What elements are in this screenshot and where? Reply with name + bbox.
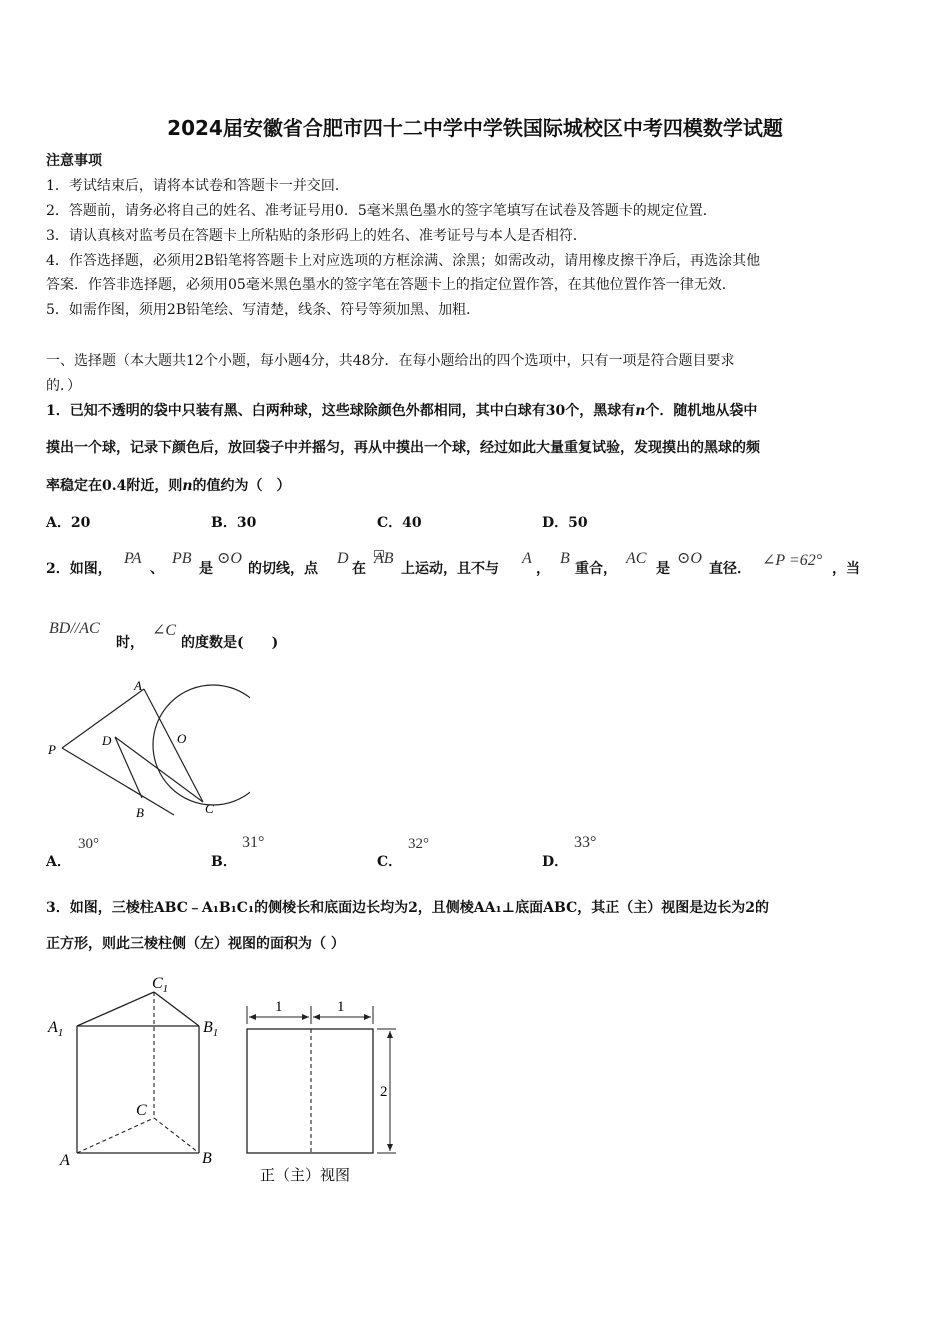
front-view-figure <box>240 992 410 1192</box>
q2-option-b-value: 31° <box>242 834 265 851</box>
q2-text: 的切线，点 <box>248 561 318 577</box>
q1-text: 率稳定在0.4附近，则 <box>46 478 183 494</box>
q2-angle-C: ∠C <box>152 622 177 639</box>
q2-D: D <box>337 550 349 567</box>
notice-item: 4．作答选择题，必须用2B铅笔将答题卡上对应选项的方框涂满、涂黑；如需改动，请用橡皮擦干净后，再选涂其他 <box>46 253 761 269</box>
label-A: A <box>134 678 142 693</box>
circle-tangent-figure <box>40 675 250 825</box>
label-C1: $C_1$ <box>152 975 169 995</box>
q2-text: 在 <box>352 561 366 577</box>
q2-B: B <box>560 550 570 567</box>
tangent-PB <box>62 748 174 815</box>
q2-text: ，当 <box>832 561 860 577</box>
q1-option-b: B．30 <box>211 515 257 531</box>
q2-option-b-letter: B． <box>211 854 237 870</box>
label-O: O <box>177 731 187 746</box>
section-heading: 一、选择题（本大题共12个小题，每小题4分，共48分．在每小题给出的四个选项中，只有一项是符合题目要求 <box>46 353 735 369</box>
chord-DC <box>115 737 203 802</box>
notice-item: 3．请认真核对监考员在答题卡上所粘贴的条形码上的姓名、准考证号与本人是否相符． <box>46 228 587 244</box>
q2-BD-parallel-AC: BD//AC <box>49 620 100 637</box>
notice-heading: 注意事项 <box>46 153 102 169</box>
q1-option-d: D．50 <box>542 515 588 531</box>
q1-var-n: n <box>635 403 646 419</box>
label-B1: $B_1$ <box>203 1019 219 1039</box>
page-title: 2024届安徽省合肥市四十二中学中学铁国际城校区中考四模数学试题 <box>167 116 783 140</box>
arrow-icon <box>249 1014 256 1020</box>
dim-height-label: 2 <box>380 1084 388 1100</box>
q2-arc-AB: AB <box>374 550 394 567</box>
edge-AC-hidden <box>77 1118 154 1153</box>
arrow-icon <box>313 1014 320 1020</box>
label-D: D <box>102 733 112 748</box>
dim-right-label: 1 <box>337 999 345 1015</box>
q2-text: 重合， <box>575 561 617 577</box>
q1-text: 1．已知不透明的袋中只装有黑、白两种球，这些球除颜色外都相同，其中白球有30个，黑球有 <box>46 403 636 419</box>
q2-PB: PB <box>172 550 192 567</box>
q2-text: 直径． <box>709 561 751 577</box>
label-C: C <box>136 1102 147 1119</box>
arrow-icon <box>364 1014 371 1020</box>
q2-PA: PA <box>124 550 142 567</box>
front-view-caption: 正（主）视图 <box>260 1168 351 1184</box>
arrow-icon <box>302 1014 309 1020</box>
dim-left-label: 1 <box>275 999 283 1015</box>
q2-text: ， <box>536 561 550 577</box>
edge-C1B1 <box>154 992 199 1026</box>
q2-option-c-value: 32° <box>408 836 429 852</box>
label-A1: $A_1$ <box>48 1019 64 1039</box>
label-C: C <box>205 801 214 816</box>
q2-text: 是 <box>199 561 213 577</box>
q1-option-c: C．40 <box>377 515 422 531</box>
q2-circle-O2: ⊙O <box>677 550 702 567</box>
front-square <box>247 1029 373 1153</box>
q2-option-d-value: 33° <box>574 834 597 851</box>
q2-circle-O: ⊙O <box>217 550 242 567</box>
q1-text: 个．随机地从袋中 <box>645 403 758 419</box>
prism-figure <box>44 970 234 1170</box>
q2-AC: AC <box>626 550 647 567</box>
q2-option-d-letter: D． <box>542 854 569 870</box>
q2-text: 的度数是( ) <box>181 635 279 651</box>
q2-angle-P: ∠P =62° <box>762 552 823 569</box>
q2-A: A <box>522 550 532 567</box>
q1-line3 <box>46 475 291 497</box>
notice-item: 答案．作答非选择题，必须用05毫米黑色墨水的签字笔在答题卡上的指定位置作答，在其他位置作答一律无效． <box>46 277 736 293</box>
label-A: A <box>60 1152 70 1169</box>
q3-line1: 3．如图，三棱柱ABC﹣A₁B₁C₁的侧棱长和底面边长均为2，且侧棱AA₁⊥底面ABC，其正（主）视图是边长为2的 <box>46 900 769 916</box>
label-B: B <box>202 1150 212 1167</box>
chord-DB <box>115 737 142 798</box>
edge-CB-hidden <box>154 1118 199 1153</box>
q1-line2: 摸出一个球，记录下颜色后，放回袋子中并摇匀，再从中摸出一个球，经过如此大量重复试验，发现摸出的黑球的频 <box>46 440 760 456</box>
arrow-icon <box>387 1031 393 1038</box>
q2-option-a-letter: A． <box>46 854 71 870</box>
notice-item: 2．答题前，请务必将自己的姓名、准考证号用0．5毫米黑色墨水的签字笔填写在试卷及答题卡的规定位置． <box>46 203 717 219</box>
q2-option-c-letter: C． <box>377 854 403 870</box>
q2-text: 时， <box>116 635 144 651</box>
q1-var-n: n <box>182 478 193 494</box>
q2-option-a-value: 30° <box>78 836 99 852</box>
q1-line1 <box>46 400 757 422</box>
q3-line2: 正方形，则此三棱柱侧（左）视图的面积为（ ） <box>46 936 345 952</box>
notice-item: 5．如需作图，须用2B铅笔绘、写清楚，线条、符号等须加黑、加粗． <box>46 302 481 318</box>
q2-num: 2．如图， <box>46 561 112 577</box>
label-P: P <box>48 742 56 757</box>
arrow-icon <box>387 1144 393 1151</box>
arc-symbol <box>374 542 384 549</box>
q1-text: 的值约为（ ） <box>192 478 291 494</box>
notice-item: 1．考试结束后，请将本试卷和答题卡一并交回． <box>46 178 349 194</box>
q2-text: 上运动，且不与 <box>401 561 499 577</box>
q2-text: 是 <box>656 561 670 577</box>
q2-sep: 、 <box>150 561 164 577</box>
label-B: B <box>136 805 144 820</box>
section-heading-cont: 的．） <box>46 378 81 394</box>
circle-O <box>153 685 250 805</box>
edge-A1C1 <box>77 992 154 1026</box>
q1-option-a: A．20 <box>46 515 91 531</box>
